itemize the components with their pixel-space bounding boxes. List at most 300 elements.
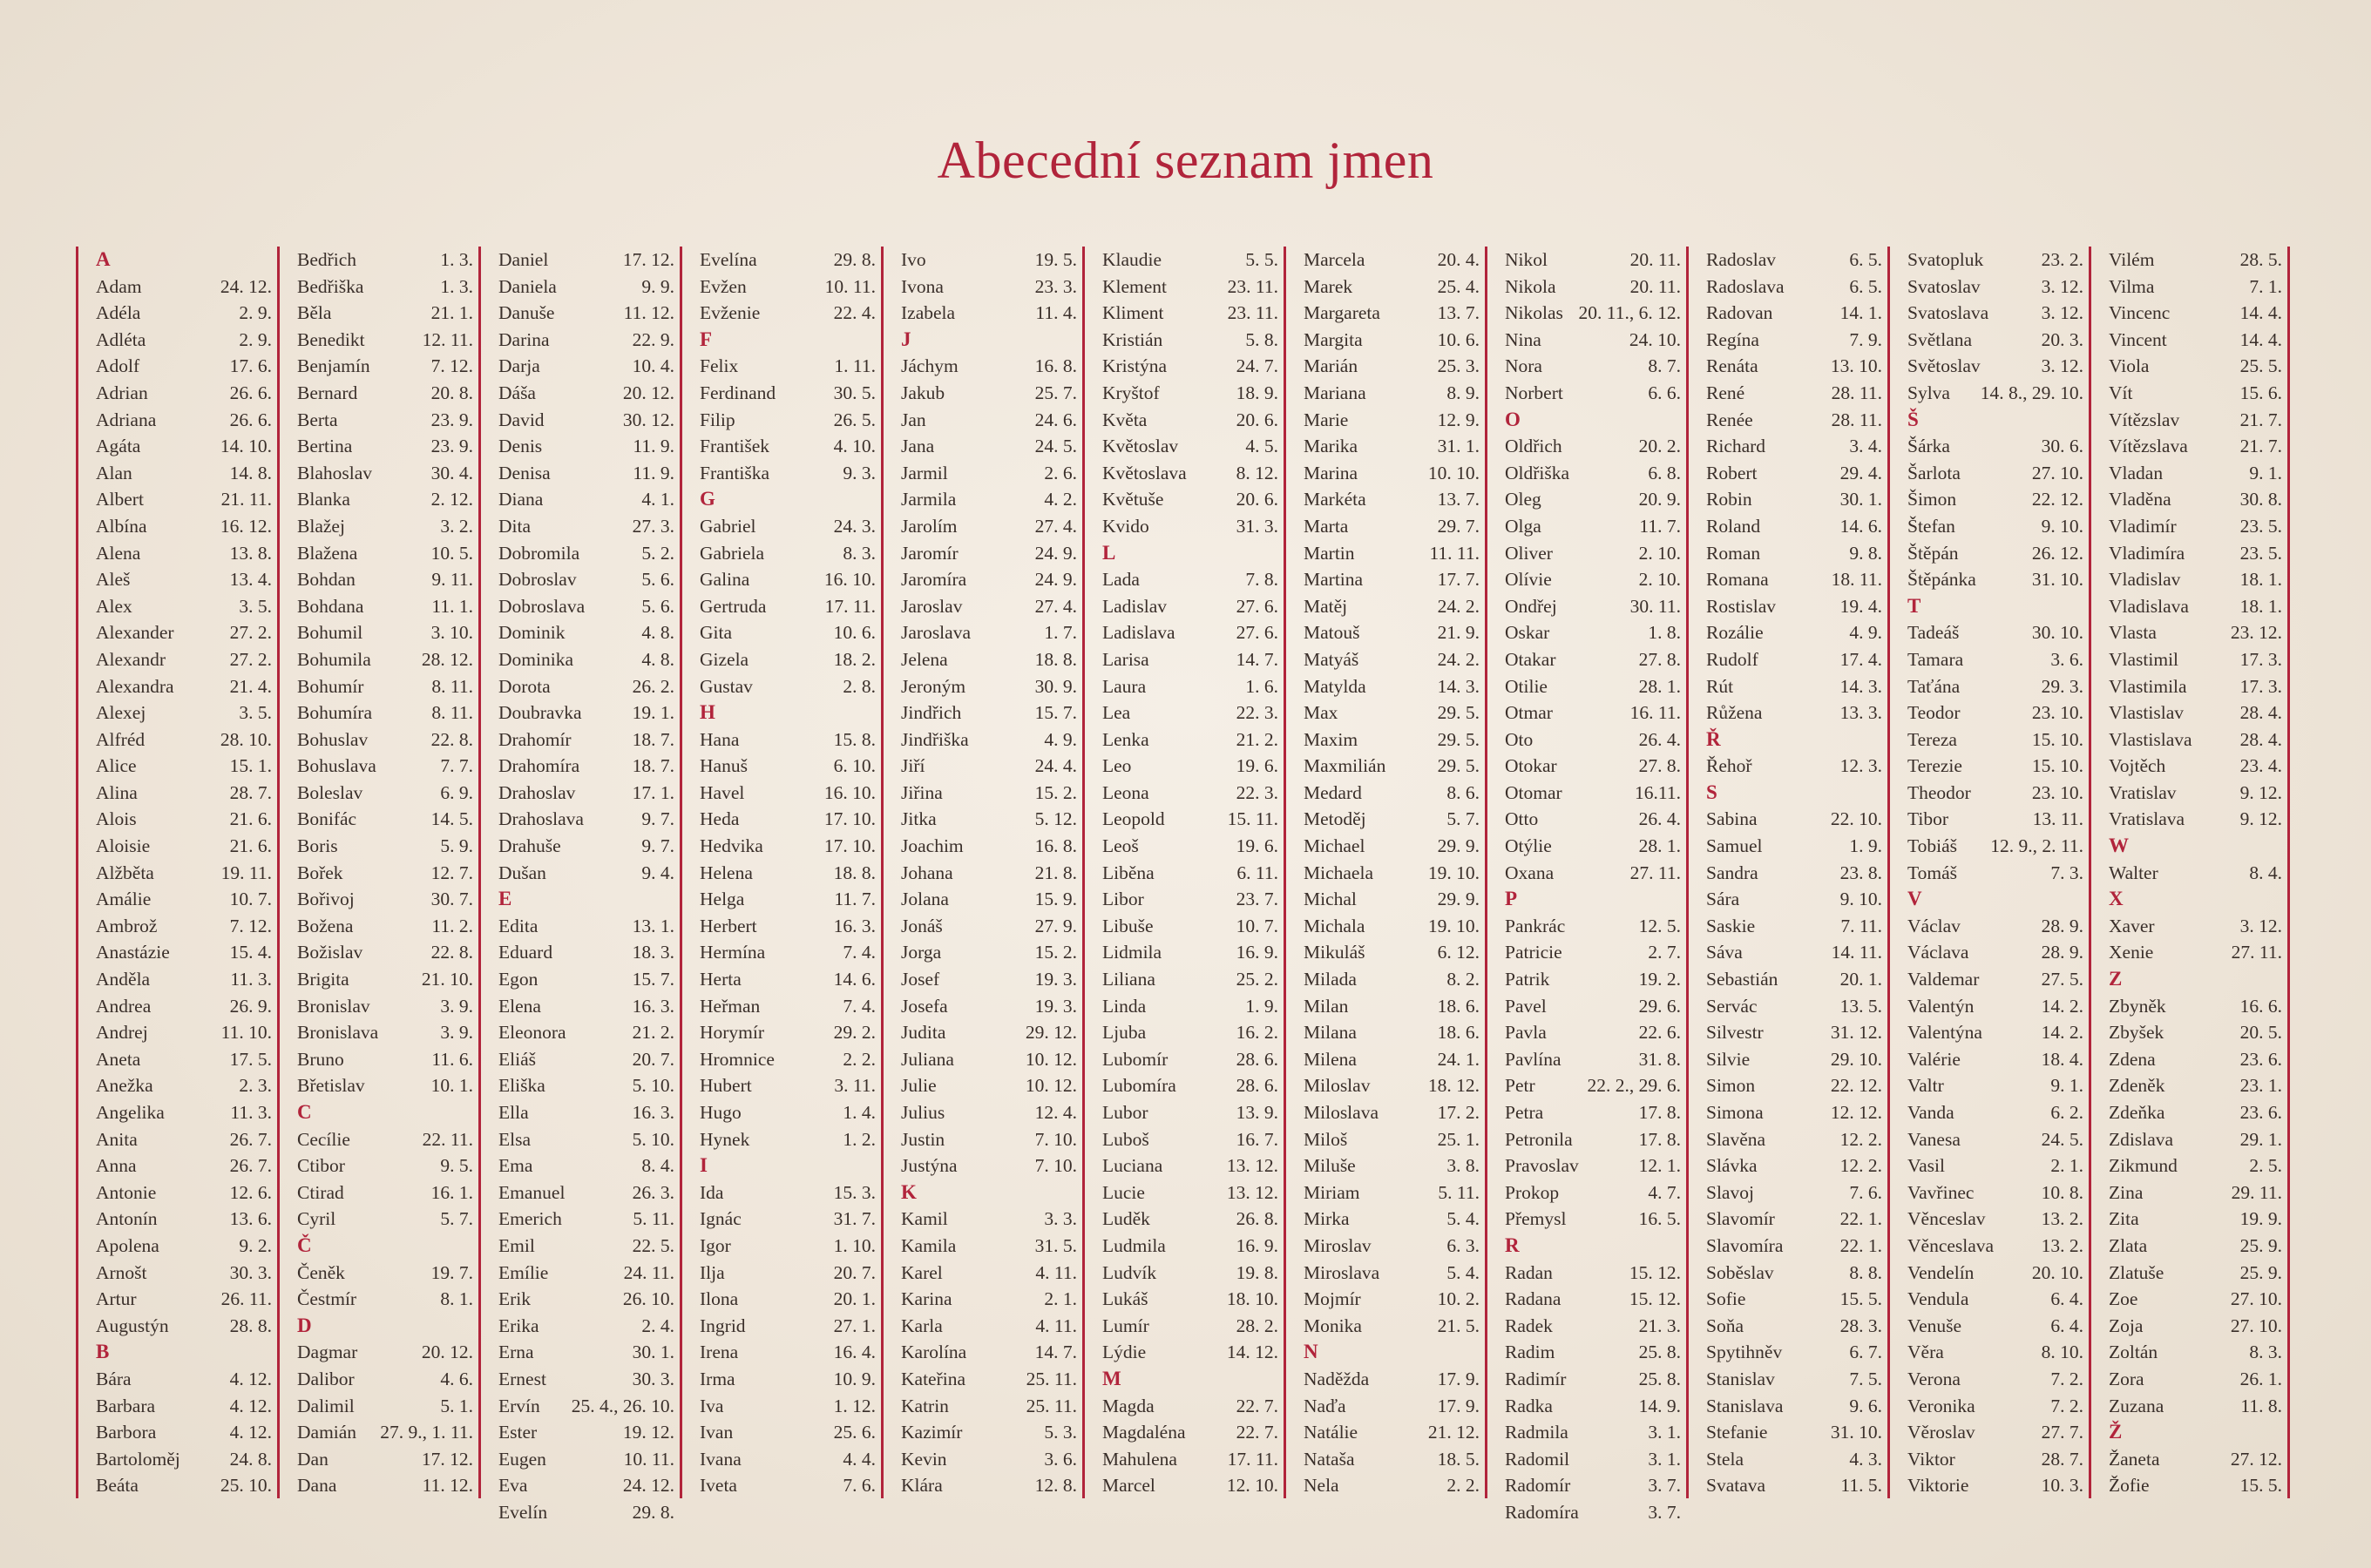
name-entry bbox=[2109, 1260, 2282, 1287]
name-day: 29. 1. bbox=[2239, 1128, 2282, 1150]
name-entry bbox=[1907, 1179, 2083, 1206]
name-entry bbox=[1102, 993, 1278, 1020]
name: Otomar bbox=[1505, 781, 1562, 803]
name-entry bbox=[1907, 327, 2083, 354]
name-day: 10. 2. bbox=[1437, 1288, 1480, 1310]
name: Elena bbox=[498, 995, 541, 1017]
name-entry bbox=[96, 727, 272, 754]
name: Luboš bbox=[1102, 1128, 1149, 1150]
name-day: 26. 5. bbox=[833, 409, 876, 430]
name-entry bbox=[1907, 486, 2083, 513]
name-day: 16. 10. bbox=[823, 781, 876, 803]
name-entry bbox=[1102, 460, 1278, 487]
name: Slavomír bbox=[1706, 1208, 1775, 1230]
name-entry bbox=[901, 780, 1077, 807]
name-entry bbox=[2109, 1179, 2282, 1206]
name: Dalibor bbox=[297, 1368, 355, 1389]
name: Mahulena bbox=[1102, 1448, 1177, 1470]
section-letter: I bbox=[700, 1154, 708, 1177]
name-day: 14. 7. bbox=[1236, 648, 1278, 670]
name-entry bbox=[498, 1152, 674, 1179]
name: Hanuš bbox=[700, 755, 748, 777]
name-day: 21. 7. bbox=[2239, 409, 2282, 430]
name: Emanuel bbox=[498, 1181, 566, 1203]
name-entry bbox=[498, 1472, 674, 1499]
name-day: 6. 9. bbox=[440, 781, 473, 803]
name-entry bbox=[1102, 619, 1278, 646]
name: Hugo bbox=[700, 1102, 742, 1123]
name-entry bbox=[901, 1419, 1077, 1446]
name-day: 28. 1. bbox=[1638, 675, 1681, 697]
name-day: 29. 4. bbox=[1839, 462, 1882, 483]
name-entry bbox=[901, 1206, 1077, 1233]
name-entry bbox=[297, 753, 473, 780]
name-entry bbox=[1102, 966, 1278, 993]
name-day: 22. 12. bbox=[1830, 1075, 1882, 1097]
name-day: 28. 12. bbox=[421, 648, 473, 670]
name-entry bbox=[901, 433, 1077, 460]
name-day: 2. 8. bbox=[843, 675, 876, 697]
name-entry bbox=[96, 593, 272, 620]
name-day: 29. 3. bbox=[2041, 675, 2083, 697]
name-entry bbox=[1907, 727, 2083, 754]
name-day: 11. 3. bbox=[230, 969, 272, 990]
name: Barbara bbox=[96, 1395, 156, 1416]
name-day: 14. 11. bbox=[1831, 942, 1882, 963]
name: Žofie bbox=[2109, 1475, 2150, 1497]
name-entry bbox=[1907, 1019, 2083, 1046]
name-entry bbox=[1505, 913, 1681, 940]
name-day: 4. 8. bbox=[641, 648, 674, 670]
name-day: 19. 2. bbox=[1638, 969, 1681, 990]
name: Berta bbox=[297, 409, 338, 430]
name-entry bbox=[498, 966, 674, 993]
name-entry bbox=[700, 1286, 876, 1313]
name-entry bbox=[498, 993, 674, 1020]
name: Margareta bbox=[1304, 302, 1380, 324]
name-entry bbox=[297, 247, 473, 274]
name-day: 27. 12. bbox=[2230, 1448, 2282, 1470]
name: Bohdan bbox=[297, 569, 356, 591]
name: Sylva bbox=[1907, 382, 1950, 403]
name: Běla bbox=[297, 302, 332, 324]
name-day: 13. 11. bbox=[2032, 808, 2083, 830]
name: Danuše bbox=[498, 302, 555, 324]
name-entry bbox=[297, 1260, 473, 1287]
name: Vilém bbox=[2109, 249, 2155, 270]
name: Vlastimil bbox=[2109, 648, 2179, 670]
name: Lenka bbox=[1102, 728, 1149, 750]
name: Ignác bbox=[700, 1208, 742, 1230]
name: Walter bbox=[2109, 862, 2158, 883]
name-day: 9. 3. bbox=[843, 462, 876, 483]
name-day: 7. 6. bbox=[843, 1475, 876, 1497]
name-entry bbox=[2109, 1019, 2282, 1046]
name-entry bbox=[700, 727, 876, 754]
name-day: 8. 3. bbox=[2249, 1342, 2282, 1363]
name-entry bbox=[297, 407, 473, 434]
name-day: 6. 5. bbox=[1849, 249, 1882, 270]
name-entry bbox=[700, 593, 876, 620]
name-entry bbox=[1706, 1393, 1882, 1420]
name-entry bbox=[901, 1099, 1077, 1126]
name-day: 2. 5. bbox=[2249, 1155, 2282, 1177]
name-day: 19. 6. bbox=[1236, 755, 1278, 777]
name-day: 15. 10. bbox=[2031, 755, 2083, 777]
name-entry bbox=[1505, 1126, 1681, 1153]
name: Margita bbox=[1304, 328, 1363, 350]
name: Pavla bbox=[1505, 1022, 1547, 1044]
name-day: 3. 10. bbox=[430, 622, 473, 644]
name-day: 7. 1. bbox=[2249, 275, 2282, 297]
name-day: 8. 9. bbox=[1446, 382, 1480, 403]
name-day: 26. 6. bbox=[229, 382, 272, 403]
name-day: 22. 1. bbox=[1839, 1208, 1882, 1230]
name: Teodor bbox=[1907, 702, 1961, 724]
name: Jiří bbox=[901, 755, 925, 777]
name-day: 30. 3. bbox=[229, 1261, 272, 1283]
name-day: 5. 10. bbox=[632, 1128, 674, 1150]
name: Boris bbox=[297, 835, 338, 857]
name: Zbyněk bbox=[2109, 995, 2166, 1017]
name-entry bbox=[700, 939, 876, 966]
name-entry bbox=[2109, 1313, 2282, 1340]
name: Světoslav bbox=[1907, 355, 1981, 377]
name-day: 10. 8. bbox=[2041, 1181, 2083, 1203]
name: Josef bbox=[901, 969, 940, 990]
name: Ivo bbox=[901, 249, 926, 270]
name-entry bbox=[498, 939, 674, 966]
name-day: 18. 12. bbox=[1427, 1075, 1480, 1097]
name: Irma bbox=[700, 1368, 735, 1389]
name-day: 29. 12. bbox=[1025, 1022, 1077, 1044]
name: Gabriel bbox=[700, 515, 756, 537]
column-6 bbox=[1082, 247, 1284, 1498]
name-entry bbox=[1102, 1126, 1278, 1153]
name-entry bbox=[1304, 460, 1480, 487]
name-day: 3. 12. bbox=[2041, 355, 2083, 377]
name: Bohuslav bbox=[297, 728, 369, 750]
name: Vladislav bbox=[2109, 569, 2181, 591]
name-entry bbox=[96, 513, 272, 540]
name: Matěj bbox=[1304, 595, 1348, 617]
name-day: 24. 8. bbox=[229, 1448, 272, 1470]
name: Eva bbox=[498, 1475, 528, 1497]
name-entry bbox=[498, 753, 674, 780]
name: Elsa bbox=[498, 1128, 532, 1150]
name: Miriam bbox=[1304, 1181, 1360, 1203]
name-entry bbox=[1304, 1313, 1480, 1340]
name: Michael bbox=[1304, 835, 1365, 857]
name-entry bbox=[1304, 727, 1480, 754]
name-entry bbox=[700, 1393, 876, 1420]
name-day: 22. 8. bbox=[430, 942, 473, 963]
name-day: 23. 5. bbox=[2239, 515, 2282, 537]
name: Klaudie bbox=[1102, 249, 1162, 270]
name: Sáva bbox=[1706, 942, 1743, 963]
name-entry bbox=[1102, 593, 1278, 620]
name: Denis bbox=[498, 436, 543, 457]
name-day: 4. 1. bbox=[641, 489, 674, 510]
name-day: 2. 1. bbox=[1044, 1288, 1077, 1310]
name-entry bbox=[700, 1233, 876, 1260]
name: Drahoslav bbox=[498, 781, 576, 803]
name-day: 24. 3. bbox=[833, 515, 876, 537]
name-day: 22. 12. bbox=[2031, 489, 2083, 510]
name-entry bbox=[1907, 1046, 2083, 1073]
name: Xenie bbox=[2109, 942, 2154, 963]
name: Ctirad bbox=[297, 1181, 344, 1203]
name-day: 23. 6. bbox=[2239, 1102, 2282, 1123]
name-entry bbox=[498, 700, 674, 727]
name-entry bbox=[700, 673, 876, 700]
name-day: 4. 9. bbox=[1849, 622, 1882, 644]
name-day: 28. 3. bbox=[1839, 1315, 1882, 1336]
name-day: 3. 8. bbox=[1446, 1155, 1480, 1177]
name-day: 2. 4. bbox=[641, 1315, 674, 1336]
name-entry bbox=[297, 380, 473, 407]
name-entry bbox=[1907, 806, 2083, 833]
name-day: 9. 10. bbox=[1839, 889, 1882, 910]
name-entry bbox=[498, 1339, 674, 1366]
name: Augustýn bbox=[96, 1315, 169, 1336]
name-day: 23. 12. bbox=[2230, 622, 2282, 644]
name-entry bbox=[1706, 1419, 1882, 1446]
name-entry bbox=[1304, 753, 1480, 780]
name: Hubert bbox=[700, 1075, 752, 1097]
name-entry bbox=[1907, 673, 2083, 700]
name-entry bbox=[1102, 353, 1278, 380]
name: Mirka bbox=[1304, 1208, 1350, 1230]
name: Adriana bbox=[96, 409, 157, 430]
name-entry bbox=[96, 1446, 272, 1473]
name-entry bbox=[1907, 966, 2083, 993]
name: Alfréd bbox=[96, 728, 146, 750]
name-entry bbox=[1102, 1446, 1278, 1473]
section-letter: X bbox=[2109, 888, 2124, 910]
name-entry bbox=[2109, 1072, 2282, 1099]
name: Erika bbox=[498, 1315, 539, 1336]
name: Radan bbox=[1505, 1261, 1553, 1283]
name: Vladislava bbox=[2109, 595, 2189, 617]
name-day: 30. 4. bbox=[430, 462, 473, 483]
name-day: 12. 2. bbox=[1839, 1155, 1882, 1177]
name-entry bbox=[1505, 1286, 1681, 1313]
name: Bernard bbox=[297, 382, 358, 403]
name: Soběslav bbox=[1706, 1261, 1774, 1283]
name: Max bbox=[1304, 702, 1338, 724]
name: Václava bbox=[1907, 942, 1969, 963]
name: Heda bbox=[700, 808, 740, 830]
name-day: 7. 9. bbox=[1849, 328, 1882, 350]
section-letter: Ž bbox=[2109, 1421, 2123, 1443]
name-day: 20. 8. bbox=[430, 382, 473, 403]
name-day: 10. 12. bbox=[1025, 1048, 1077, 1070]
name-day: 24. 4. bbox=[1034, 755, 1077, 777]
name: Veronika bbox=[1907, 1395, 1975, 1416]
name-day: 11. 10. bbox=[220, 1022, 272, 1044]
name: Zbyšek bbox=[2109, 1022, 2164, 1044]
name-day: 24. 12. bbox=[220, 275, 272, 297]
name: Silvestr bbox=[1706, 1022, 1764, 1044]
name-entry bbox=[1907, 1233, 2083, 1260]
name: Ervín bbox=[498, 1395, 540, 1416]
name: Drahomír bbox=[498, 728, 572, 750]
name-day: 3. 11. bbox=[834, 1075, 876, 1097]
name: Robin bbox=[1706, 489, 1752, 510]
name: Petronila bbox=[1505, 1128, 1573, 1150]
name-day: 24. 5. bbox=[1034, 436, 1077, 457]
section-letter: Š bbox=[1907, 408, 1919, 430]
name: Radim bbox=[1505, 1342, 1555, 1363]
name: Miloš bbox=[1304, 1128, 1348, 1150]
name-day: 17. 2. bbox=[1437, 1102, 1480, 1123]
name-entry bbox=[700, 753, 876, 780]
name: Taťána bbox=[1907, 675, 1961, 697]
name: Gustav bbox=[700, 675, 753, 697]
name-day: 7. 7. bbox=[440, 755, 473, 777]
name-entry bbox=[1706, 913, 1882, 940]
name-day: 11. 12. bbox=[422, 1475, 473, 1497]
name: Jan bbox=[901, 409, 926, 430]
name-entry bbox=[1304, 1260, 1480, 1287]
name-entry bbox=[1505, 460, 1681, 487]
name: Hromnice bbox=[700, 1048, 775, 1070]
name-entry bbox=[297, 1286, 473, 1313]
name-day: 9. 11. bbox=[431, 569, 473, 591]
name-entry bbox=[1102, 1152, 1278, 1179]
name: Alena bbox=[96, 542, 141, 564]
name-day: 14. 12. bbox=[1226, 1342, 1278, 1363]
name: Eugen bbox=[498, 1448, 546, 1470]
name-day: 20. 2. bbox=[1638, 436, 1681, 457]
column-8 bbox=[1485, 247, 1686, 1523]
name-day: 17. 8. bbox=[1638, 1128, 1681, 1150]
name-day: 27. 10. bbox=[2031, 462, 2083, 483]
name: Slavoj bbox=[1706, 1181, 1754, 1203]
name: Aneta bbox=[96, 1048, 141, 1070]
name-entry bbox=[901, 913, 1077, 940]
name-day: 15. 7. bbox=[632, 969, 674, 990]
name-day: 21. 1. bbox=[430, 302, 473, 324]
name: Marcel bbox=[1102, 1475, 1155, 1497]
name-entry bbox=[297, 833, 473, 860]
name: Leona bbox=[1102, 781, 1149, 803]
name-entry bbox=[901, 300, 1077, 327]
name-day: 27. 9., 1. 11. bbox=[380, 1422, 473, 1443]
name: Blažena bbox=[297, 542, 358, 564]
name-entry bbox=[1304, 353, 1480, 380]
name-day: 4. 5. bbox=[1245, 436, 1278, 457]
name: Hermína bbox=[700, 942, 766, 963]
name-entry bbox=[1505, 513, 1681, 540]
name: Jonáš bbox=[901, 915, 943, 936]
name-day: 12. 12. bbox=[1830, 1102, 1882, 1123]
name-day: 9. 4. bbox=[641, 862, 674, 883]
name-day: 28. 7. bbox=[229, 781, 272, 803]
name: Linda bbox=[1102, 995, 1147, 1017]
name-day: 18. 9. bbox=[1236, 382, 1278, 403]
name-entry bbox=[1304, 274, 1480, 301]
name-entry bbox=[498, 300, 674, 327]
name-entry bbox=[498, 1313, 674, 1340]
name: Žaneta bbox=[2109, 1448, 2160, 1470]
name: Radana bbox=[1505, 1288, 1561, 1310]
name-day: 26. 1. bbox=[2239, 1368, 2282, 1389]
name-day: 18. 8. bbox=[833, 862, 876, 883]
name-entry bbox=[901, 833, 1077, 860]
name-day: 9. 2. bbox=[239, 1234, 272, 1256]
name: Adolf bbox=[96, 355, 140, 377]
name-day: 6. 8. bbox=[1648, 462, 1681, 483]
name-entry bbox=[498, 1046, 674, 1073]
name: Kristián bbox=[1102, 328, 1163, 350]
name-day: 30. 7. bbox=[430, 889, 473, 910]
name-day: 26. 4. bbox=[1638, 808, 1681, 830]
name-day: 17. 9. bbox=[1437, 1395, 1480, 1416]
section-letter: P bbox=[1505, 888, 1518, 910]
name: Bořek bbox=[297, 862, 343, 883]
name-entry bbox=[2109, 806, 2282, 833]
name: Vlastimila bbox=[2109, 675, 2187, 697]
name-entry bbox=[2109, 1366, 2282, 1393]
name-entry bbox=[297, 1019, 473, 1046]
name-day: 22. 3. bbox=[1236, 702, 1278, 724]
name-day: 27. 8. bbox=[1638, 755, 1681, 777]
name-entry bbox=[1102, 700, 1278, 727]
name-entry bbox=[1505, 1260, 1681, 1287]
name-entry bbox=[1102, 1046, 1278, 1073]
name-day: 11. 3. bbox=[230, 1102, 272, 1123]
name-day: 8. 4. bbox=[2249, 862, 2282, 883]
name-day: 16. 6. bbox=[2239, 995, 2282, 1017]
name: Jorga bbox=[901, 942, 942, 963]
name: Michaela bbox=[1304, 862, 1373, 883]
name-entry bbox=[1907, 1339, 2083, 1366]
name-entry bbox=[96, 300, 272, 327]
name: Rudolf bbox=[1706, 648, 1758, 670]
name-entry bbox=[1706, 886, 1882, 913]
name-day: 13. 3. bbox=[1839, 702, 1882, 724]
name-entry bbox=[498, 1206, 674, 1233]
name-entry bbox=[1304, 1419, 1480, 1446]
name-entry bbox=[1505, 1472, 1681, 1499]
name-day: 4. 8. bbox=[641, 622, 674, 644]
name-day: 20. 5. bbox=[2239, 1022, 2282, 1044]
name-entry bbox=[2109, 1126, 2282, 1153]
name-entry bbox=[1304, 566, 1480, 593]
name-day: 22. 11. bbox=[422, 1128, 473, 1150]
name: Vladěna bbox=[2109, 489, 2171, 510]
name-day: 28. 5. bbox=[2239, 249, 2282, 270]
name: Karolína bbox=[901, 1342, 967, 1363]
name-day: 10. 6. bbox=[833, 622, 876, 644]
name: Bronislav bbox=[297, 995, 370, 1017]
name-day: 6. 4. bbox=[2050, 1315, 2083, 1336]
name: Kamil bbox=[901, 1208, 948, 1230]
name-day: 8. 12. bbox=[1236, 462, 1278, 483]
name: Vratislava bbox=[2109, 808, 2185, 830]
name-entry bbox=[901, 1286, 1077, 1313]
name: Adéla bbox=[96, 302, 141, 324]
name-day: 27. 7. bbox=[2041, 1422, 2083, 1443]
name: Ester bbox=[498, 1422, 538, 1443]
name: Marina bbox=[1304, 462, 1358, 483]
name-day: 20. 4. bbox=[1437, 249, 1480, 270]
name-entry bbox=[297, 1393, 473, 1420]
name: Matylda bbox=[1304, 675, 1366, 697]
name: Zoltán bbox=[2109, 1342, 2158, 1363]
